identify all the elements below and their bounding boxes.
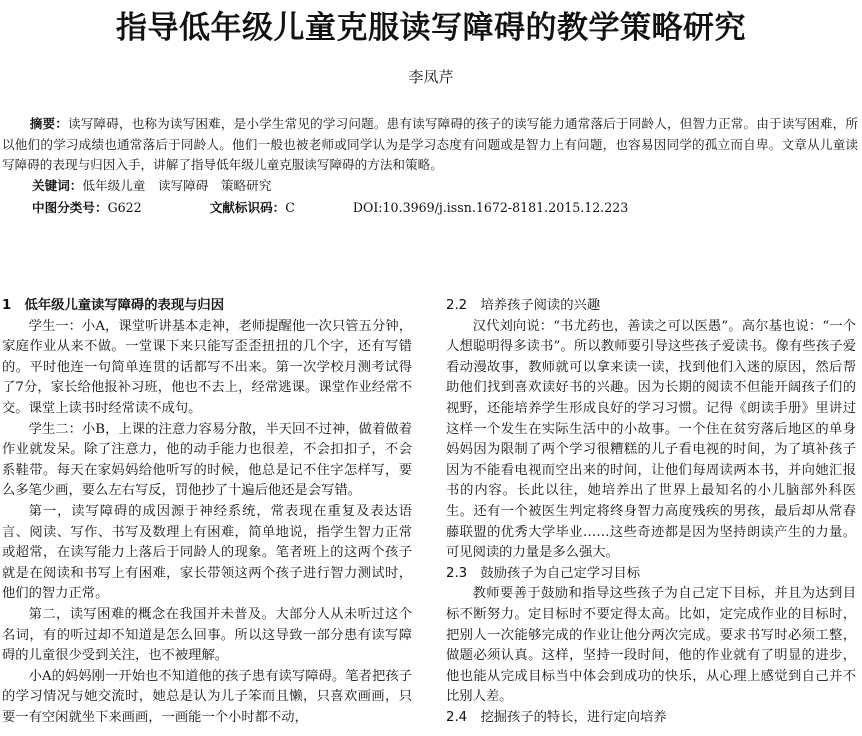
doc-label: 文献标识码： <box>209 200 286 215</box>
section-heading-1: 1 低年级儿童读写障碍的表现与归因 <box>2 298 225 313</box>
clc-code: G622 <box>107 200 142 215</box>
paragraph: 小A的妈妈刚一开始也不知道他的孩子患有读写障碍。笔者把孩子的学习情况与她交流时，她总是认为儿子笨而且懒，只喜欢画画，只要一有空闲就坐下来画画，一画能一个小时都不动， <box>2 668 412 725</box>
section-heading-2-3: 2.3 鼓励孩子为自己定学习目标 <box>446 565 641 581</box>
left-column <box>2 296 412 728</box>
abstract-label: 摘要： <box>29 116 68 131</box>
paragraph: 第一，读写障碍的成因源于神经系统，常表现在重复及表达语言、阅读、写作、书写及数理上有困难，简单地说，指学生智力正常或超常，在读写能力上落后于同龄人的现象。笔者班上的这两个孩子就是在阅读和书写上有困难，家长带领这两个孩子进行智力测试时，他们的智力正常。 <box>2 503 412 602</box>
right-column <box>446 296 856 728</box>
abstract <box>2 114 858 176</box>
paragraph: 学生一：小A，课堂听讲基本走神，老师提醒他一次只管五分钟，家庭作业从来不做。一堂课下来只能写歪歪扭扭的几个字，还有写错的。平时他连一句简单连贯的话都写不出来。第一次学校月测考试得了7分，家长给他报补习班，他也不去上，经常逃课。课堂作业经常不交。课堂上读书时经常读不成句。 <box>2 318 412 416</box>
paragraph: 教师要善于鼓励和指导这些孩子为自己定下目标，并且为达到目标不断努力。定目标时不要定得太高。比如，定完成作业的目标时，把别人一次能够完成的作业让他分两次完成。要求书写时必须工整，做题必须认真。这样，坚持一段时间，他的作业就有了明显的进步，他也能从完成目标当中体会到成功的快乐，从心理上感觉到自己并不比别人差。 <box>446 586 856 705</box>
paper-title: 指导低年级儿童克服读写障碍的教学策略研究 <box>116 10 746 46</box>
abstract-text: 读写障碍，也称为读写困难，是小学生常见的学习问题。患有读写障碍的孩子的读写能力通常落后于同龄人，但智力正常。由于读写困难，所以他们的学习成绩也通常落后于同龄人。他们一般也被老师或同学认为是学习态度有问题或是智力上有问题，也容易因同学的孤立而自卑。文章从儿童读写障碍的表现与归因入手，讲解了指导低年级儿童克服读写障碍的方法和策略。 <box>2 116 859 172</box>
paragraph: 第二，读写困难的概念在我国并未普及。大部分人从未听过这个名词，有的听过却不知道是怎么回事。所以这导致一部分患有读写障碍的儿童很少受到关注，也不被理解。 <box>2 606 412 664</box>
doc-code: C <box>285 200 295 215</box>
doi: DOI:10.3969/j.issn.1672-8181.2015.12.223 <box>352 200 629 215</box>
section-heading-2-4: 2.4 挖掘孩子的特长，进行定向培养 <box>446 709 667 725</box>
author: 李凤芹 <box>408 68 454 86</box>
keywords: 低年级儿童 读写障碍 策略研究 <box>82 178 272 193</box>
paragraph: 汉代刘向说：“书尤药也，善读之可以医愚”。高尔基也说：“一个人想聪明得多读书”。所以教师要引导这些孩子爱读书。像有些孩子爱看动漫故事，教师就可以拿来读一读，找到他们入迷的原因，然后帮助他们找到喜欢读好书的兴趣。因为长期的阅读不但能开阔孩子们的视野，还能培养学生形成良好的学习习惯。记得《朗读手册》里讲过这样一个发生在实际生活中的小故事。一个住在贫穷落后地区的单身妈妈因为限制了两个学习很糟糕的儿子看电视的时间，为了填补孩子因为不能看电视而空出来的时间，让他们每周读两本书，并向她汇报书的内容。长此以往，她培养出了世界上最知名的小儿脑部外科医生。还有一个被医生判定将终身智力高度残疾的男孩，最后却从常春藤联盟的优秀大学毕业……这些奇迹都是因为坚持朗读产生的力量。可见阅读的力量是多么强大。 <box>446 318 856 561</box>
paragraph: 学生二：小B，上课的注意力容易分散，半天回不过神，做着做着作业就发呆。除了注意力，他的动手能力也很差，不会扣扣子，不会系鞋带。每天在家妈妈给他听写的时候，他总是记不住字怎样写，要么多笔少画，要么左右写反，罚他抄了十遍后他还是会写错。 <box>2 421 412 499</box>
keywords-label: 关键词： <box>32 178 83 193</box>
keywords-line <box>32 176 271 196</box>
classification-line <box>32 198 628 218</box>
clc-label: 中图分类号： <box>32 200 108 215</box>
section-heading-2-2: 2.2 培养孩子阅读的兴趣 <box>446 298 601 313</box>
